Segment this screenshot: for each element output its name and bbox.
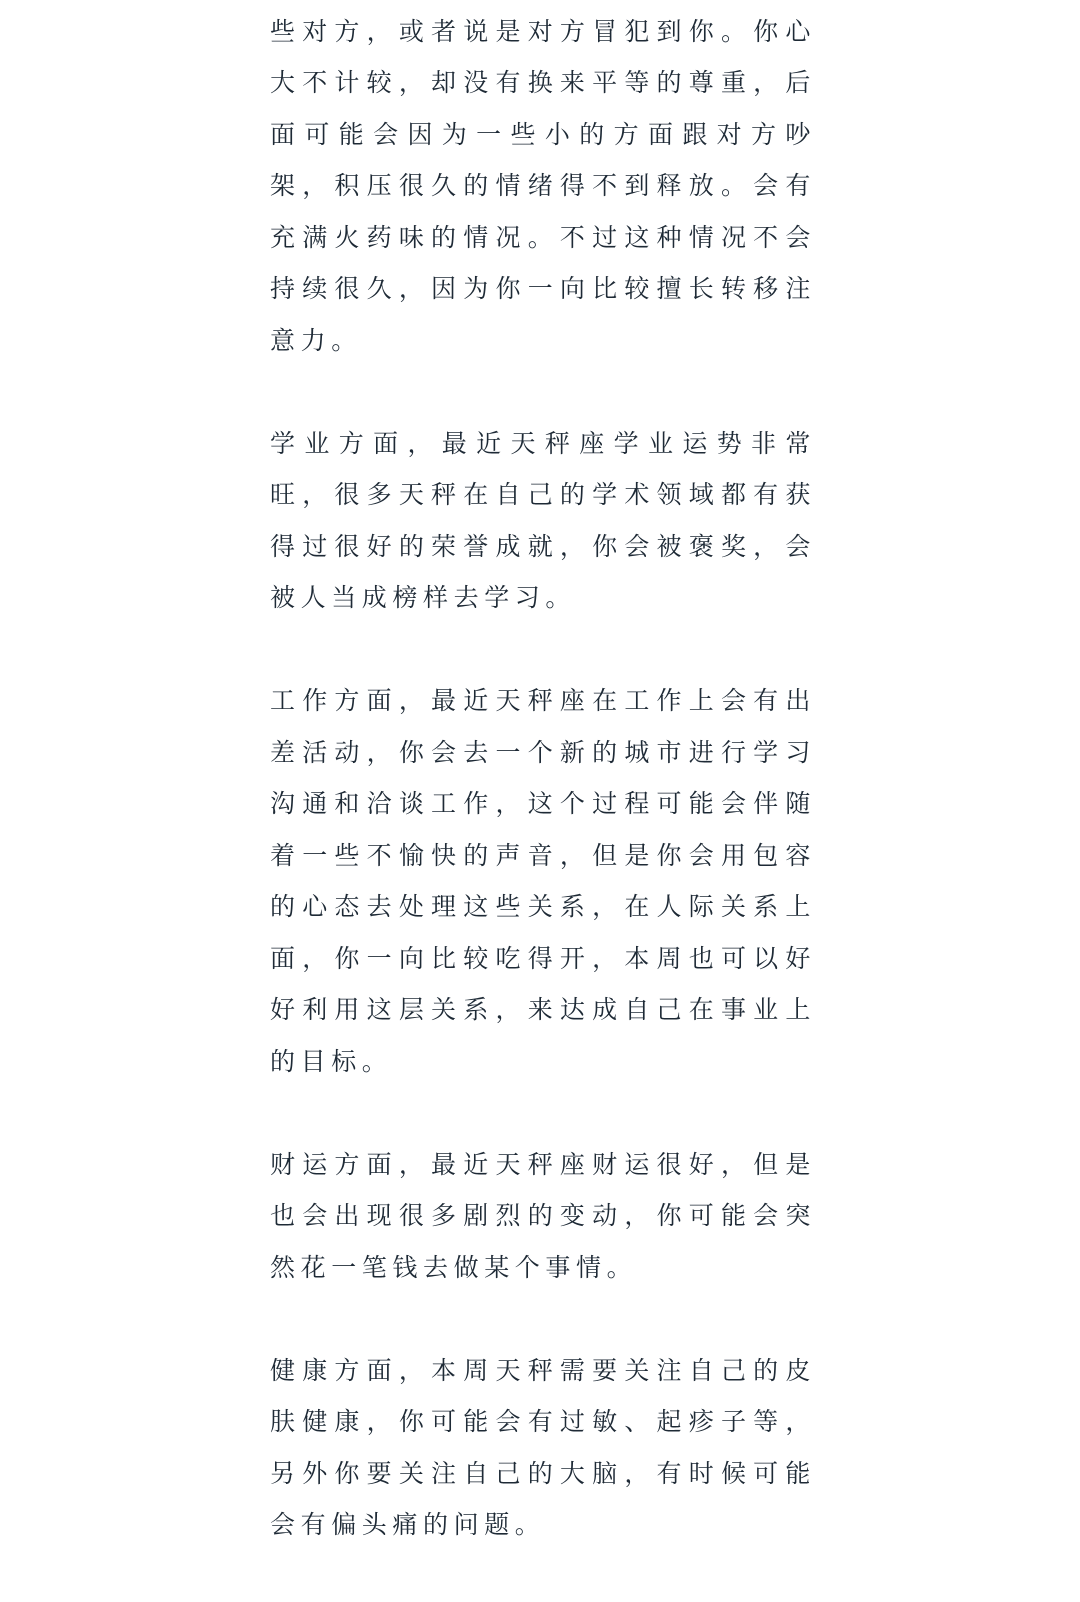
paragraph-health: 健康方面，本周天秤需要关注自己的皮肤健康，你可能会有过敏、起疹子等，另外你要关注自己的大脑，有时候可能会有偏头痛的问题。 (270, 1355, 816, 1539)
paragraph-wealth: 财运方面，最近天秤座财运很好，但是也会出现很多剧烈的变动，你可能会突然花一笔钱去做某个事情。 (270, 1149, 816, 1282)
paragraph-study: 学业方面，最近天秤座学业运势非常旺，很多天秤在自己的学术领域都有获得过很好的荣誉成就，你会被褒奖，会被人当成榜样去学习。 (270, 428, 816, 612)
paragraph-work: 工作方面，最近天秤座在工作上会有出差活动，你会去一个新的城市进行学习沟通和洽谈工作，这个过程可能会伴随着一些不愉快的声音，但是你会用包容的心态去处理这些关系，在人际关系上面，你一向比较吃得开，本周也可以好好利用这层关系，来达成自己在事业上的目标。 (270, 686, 816, 1076)
paragraph-relationship: 些对方，或者说是对方冒犯到你。你心大不计较，却没有换来平等的尊重，后面可能会因为一些小的方面跟对方吵架，积压很久的情绪得不到释放。会有充满火药味的情况。不过这种情况不会持续很久，因为你一向比较擅长转移注意力。 (270, 16, 816, 355)
article-body (270, 0, 816, 1602)
